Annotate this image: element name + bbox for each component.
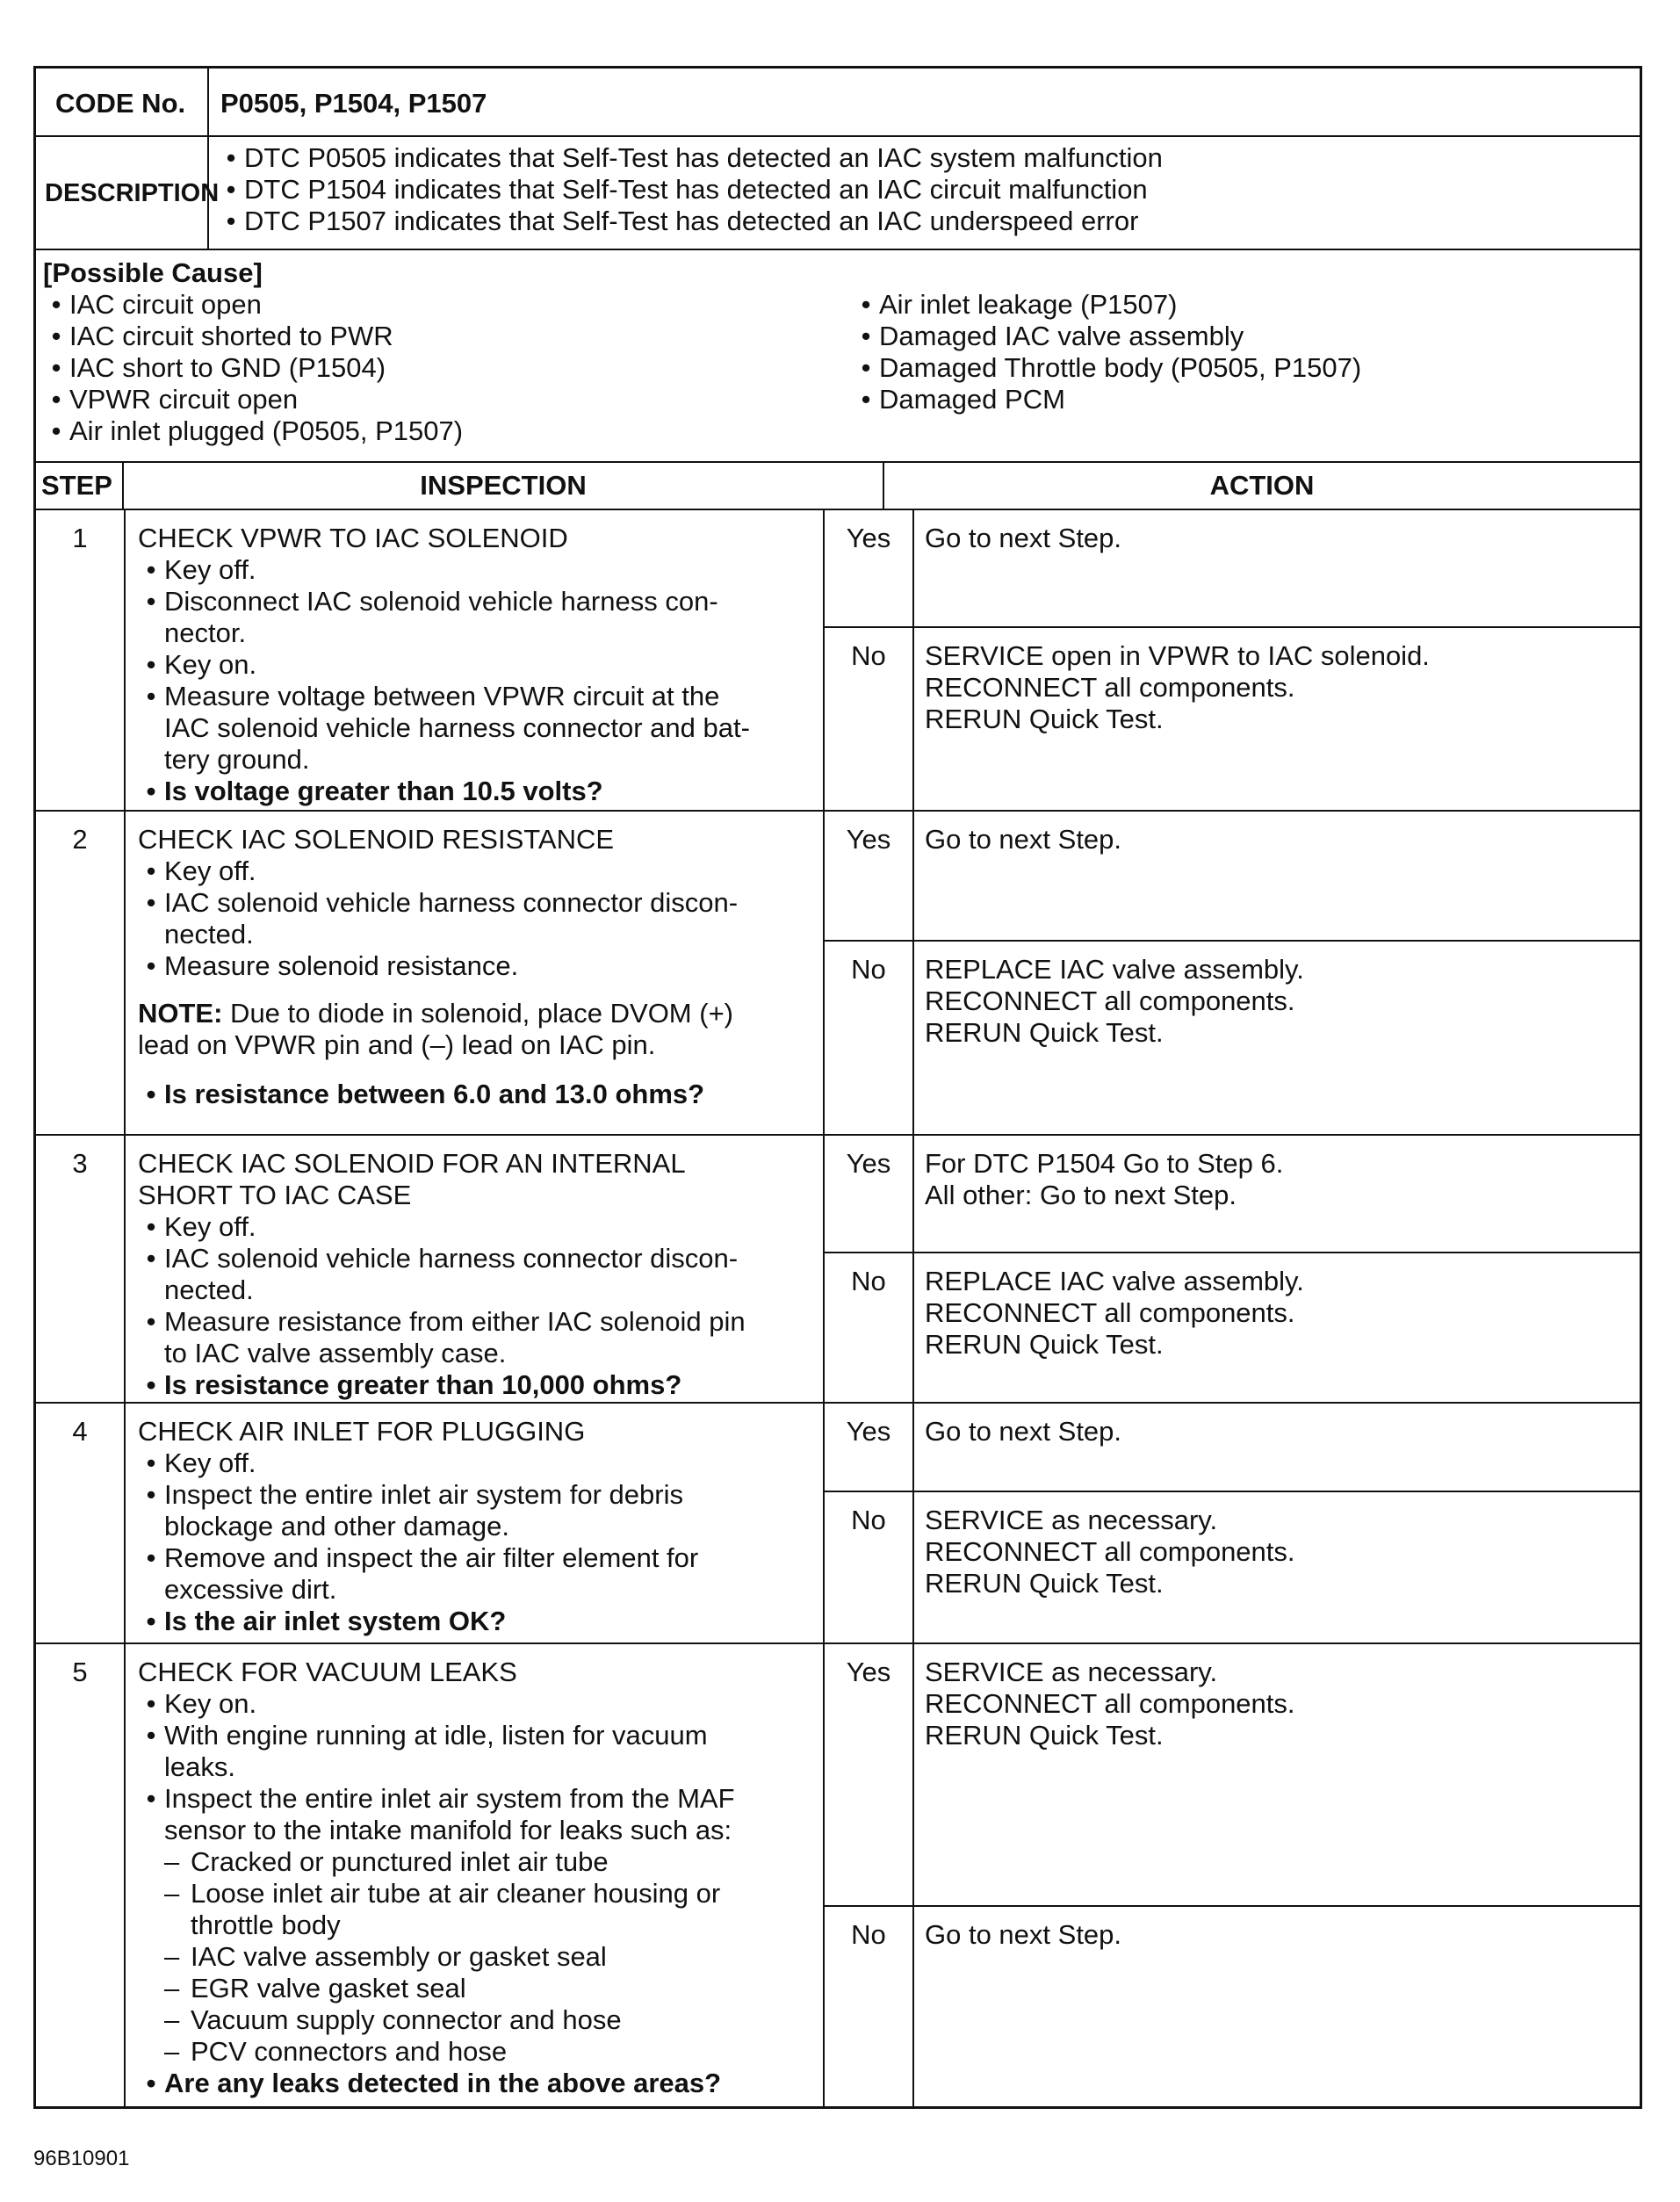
header-action: ACTION <box>1209 470 1315 501</box>
step-inspection <box>126 1644 825 2106</box>
possible-cause-section <box>36 250 1640 461</box>
code-row <box>36 69 1640 137</box>
step-bullet: • Remove and inspect the air filter element for <box>146 1542 699 1573</box>
cause-item: • IAC circuit shorted to PWR <box>51 321 393 351</box>
step-bullet: • Disconnect IAC solenoid vehicle harness con- <box>146 586 718 617</box>
step-number: 1 <box>36 510 126 810</box>
no-action: SERVICE as necessary. RECONNECT all components. RERUN Quick Test. <box>925 1505 1295 1599</box>
step-row <box>36 510 1640 812</box>
no-row <box>825 942 1640 1134</box>
yes-row <box>825 510 1640 628</box>
step-note-cont: lead on VPWR pin and (–) lead on IAC pin. <box>138 1029 656 1060</box>
yes-action: Go to next Step. <box>925 824 1122 855</box>
cause-item: • Air inlet leakage (P1507) <box>861 289 1178 320</box>
yes-label: Yes <box>825 1136 914 1252</box>
step-number: 4 <box>36 1404 126 1642</box>
step-actions <box>825 1644 1640 2106</box>
document-id: 96B10901 <box>33 2147 130 2170</box>
step-bullet: • IAC solenoid vehicle harness connector discon- <box>146 887 739 918</box>
yes-row <box>825 1136 1640 1253</box>
cause-item: • IAC circuit open <box>51 289 262 320</box>
yes-label: Yes <box>825 510 914 626</box>
step-bullet: • Key off. <box>146 856 256 886</box>
step-bullet-cont: tery ground. <box>164 744 310 775</box>
cause-item: • VPWR circuit open <box>51 384 299 415</box>
yes-label: Yes <box>825 1644 914 1905</box>
step-row <box>36 1644 1640 2106</box>
header-step: STEP <box>36 463 124 509</box>
step-bullet: • Key on. <box>146 649 257 680</box>
step-question: • Is the air inlet system OK? <box>146 1606 507 1636</box>
step-subitem-cont: throttle body <box>191 1910 341 1940</box>
no-row <box>825 1492 1640 1642</box>
step-question: • Is resistance greater than 10,000 ohms? <box>146 1369 682 1400</box>
header-inspection: INSPECTION <box>124 463 884 509</box>
step-title: CHECK IAC SOLENOID RESISTANCE <box>138 824 615 855</box>
no-row <box>825 1907 1640 2106</box>
step-bullet-cont: nector. <box>164 617 247 648</box>
step-row <box>36 1404 1640 1644</box>
step-bullet: • Key off. <box>146 1448 256 1478</box>
step-bullet-cont: blockage and other damage. <box>164 1511 509 1541</box>
step-question: • Is resistance between 6.0 and 13.0 ohms? <box>146 1079 705 1109</box>
no-row <box>825 628 1640 810</box>
step-bullet: • Inspect the entire inlet air system from the MAF <box>146 1783 735 1814</box>
yes-action: Go to next Step. <box>925 1416 1122 1447</box>
cause-item: • IAC short to GND (P1504) <box>51 352 386 383</box>
step-title: CHECK AIR INLET FOR PLUGGING <box>138 1416 586 1447</box>
description-item: • DTC P1504 indicates that Self-Test has detected an IAC circuit malfunction <box>226 174 1148 205</box>
step-inspection <box>126 1404 825 1642</box>
step-inspection <box>126 812 825 1134</box>
step-bullet-cont: sensor to the intake manifold for leaks such as: <box>164 1815 732 1845</box>
description-label: DESCRIPTION <box>36 137 209 249</box>
step-number: 2 <box>36 812 126 1134</box>
step-bullet: • IAC solenoid vehicle harness connector discon- <box>146 1243 739 1274</box>
no-label: No <box>825 1253 914 1402</box>
step-subitem: – EGR valve gasket seal <box>164 1973 466 2003</box>
step-title: CHECK IAC SOLENOID FOR AN INTERNAL <box>138 1148 686 1179</box>
step-row <box>36 812 1640 1136</box>
step-subitem: – Loose inlet air tube at air cleaner housing or <box>164 1878 721 1909</box>
yes-label: Yes <box>825 1404 914 1491</box>
step-bullet-cont: excessive dirt. <box>164 1574 337 1605</box>
step-bullet: • Key on. <box>146 1688 257 1719</box>
step-actions <box>825 812 1640 1134</box>
no-action: SERVICE open in VPWR to IAC solenoid. RECONNECT all components. RERUN Quick Test. <box>925 640 1430 734</box>
step-title: CHECK FOR VACUUM LEAKS <box>138 1657 517 1687</box>
step-bullet: • Key off. <box>146 1211 256 1242</box>
step-bullet: • Inspect the entire inlet air system for debris <box>146 1479 683 1510</box>
description-item: • DTC P0505 indicates that Self-Test has detected an IAC system malfunction <box>226 142 1163 173</box>
step-bullet: • Measure resistance from either IAC solenoid pin <box>146 1306 746 1337</box>
step-bullet: • Key off. <box>146 554 256 585</box>
step-subitem: – Vacuum supply connector and hose <box>164 2004 622 2035</box>
yes-row <box>825 1644 1640 1907</box>
no-label: No <box>825 1907 914 2106</box>
diagnostic-table <box>33 66 1642 2109</box>
step-question: • Are any leaks detected in the above areas? <box>146 2068 722 2098</box>
no-row <box>825 1253 1640 1402</box>
no-label: No <box>825 1492 914 1642</box>
cause-item: • Damaged PCM <box>861 384 1065 415</box>
yes-action: Go to next Step. <box>925 523 1122 553</box>
description-row <box>36 137 1640 250</box>
step-inspection <box>126 1136 825 1402</box>
step-subitem: – Cracked or punctured inlet air tube <box>164 1846 609 1877</box>
yes-row <box>825 1404 1640 1492</box>
step-number: 3 <box>36 1136 126 1402</box>
cause-item: • Air inlet plugged (P0505, P1507) <box>51 415 464 446</box>
cause-list-left <box>43 289 463 447</box>
yes-label: Yes <box>825 812 914 940</box>
no-action: REPLACE IAC valve assembly. RECONNECT all components. RERUN Quick Test. <box>925 954 1304 1048</box>
description-item: • DTC P1507 indicates that Self-Test has detected an IAC underspeed error <box>226 206 1139 236</box>
cause-item: • Damaged Throttle body (P0505, P1507) <box>861 352 1362 383</box>
step-subitem: – IAC valve assembly or gasket seal <box>164 1941 607 1972</box>
step-bullet-cont: leaks. <box>164 1751 235 1782</box>
cause-item: • Damaged IAC valve assembly <box>861 321 1244 351</box>
code-label: CODE No. <box>36 69 209 135</box>
code-value: P0505, P1504, P1507 <box>220 88 487 119</box>
step-bullet: • Measure voltage between VPWR circuit at the <box>146 681 720 711</box>
no-label: No <box>825 628 914 810</box>
step-title: CHECK VPWR TO IAC SOLENOID <box>138 523 568 553</box>
yes-action: For DTC P1504 Go to Step 6. All other: Go to next Step. <box>925 1148 1284 1210</box>
step-row <box>36 1136 1640 1404</box>
no-action: REPLACE IAC valve assembly. RECONNECT all components. RERUN Quick Test. <box>925 1266 1304 1360</box>
description-list <box>209 137 1163 249</box>
step-number: 5 <box>36 1644 126 2106</box>
cause-list-right <box>853 289 1361 415</box>
step-question: • Is voltage greater than 10.5 volts? <box>146 776 603 806</box>
step-bullet-cont: IAC solenoid vehicle harness connector and bat- <box>164 712 750 743</box>
no-label: No <box>825 942 914 1134</box>
step-inspection <box>126 510 825 810</box>
table-header-row <box>36 463 1640 510</box>
possible-cause-title: [Possible Cause] <box>43 257 263 288</box>
no-action: Go to next Step. <box>925 1919 1122 1950</box>
step-actions <box>825 1404 1640 1642</box>
step-actions <box>825 1136 1640 1402</box>
step-bullet: • With engine running at idle, listen for vacuum <box>146 1720 708 1751</box>
yes-action: SERVICE as necessary. RECONNECT all components. RERUN Quick Test. <box>925 1657 1295 1751</box>
step-note: NOTE: Due to diode in solenoid, place DVOM (+) <box>138 998 733 1029</box>
step-title-cont: SHORT TO IAC CASE <box>138 1180 412 1210</box>
step-subitem: – PCV connectors and hose <box>164 2036 508 2067</box>
step-bullet-cont: nected. <box>164 919 254 949</box>
step-bullet-cont: to IAC valve assembly case. <box>164 1338 507 1368</box>
step-bullet-cont: nected. <box>164 1274 254 1305</box>
yes-row <box>825 812 1640 942</box>
step-actions <box>825 510 1640 810</box>
step-bullet: • Measure solenoid resistance. <box>146 950 519 981</box>
possible-cause-row <box>36 250 1640 463</box>
